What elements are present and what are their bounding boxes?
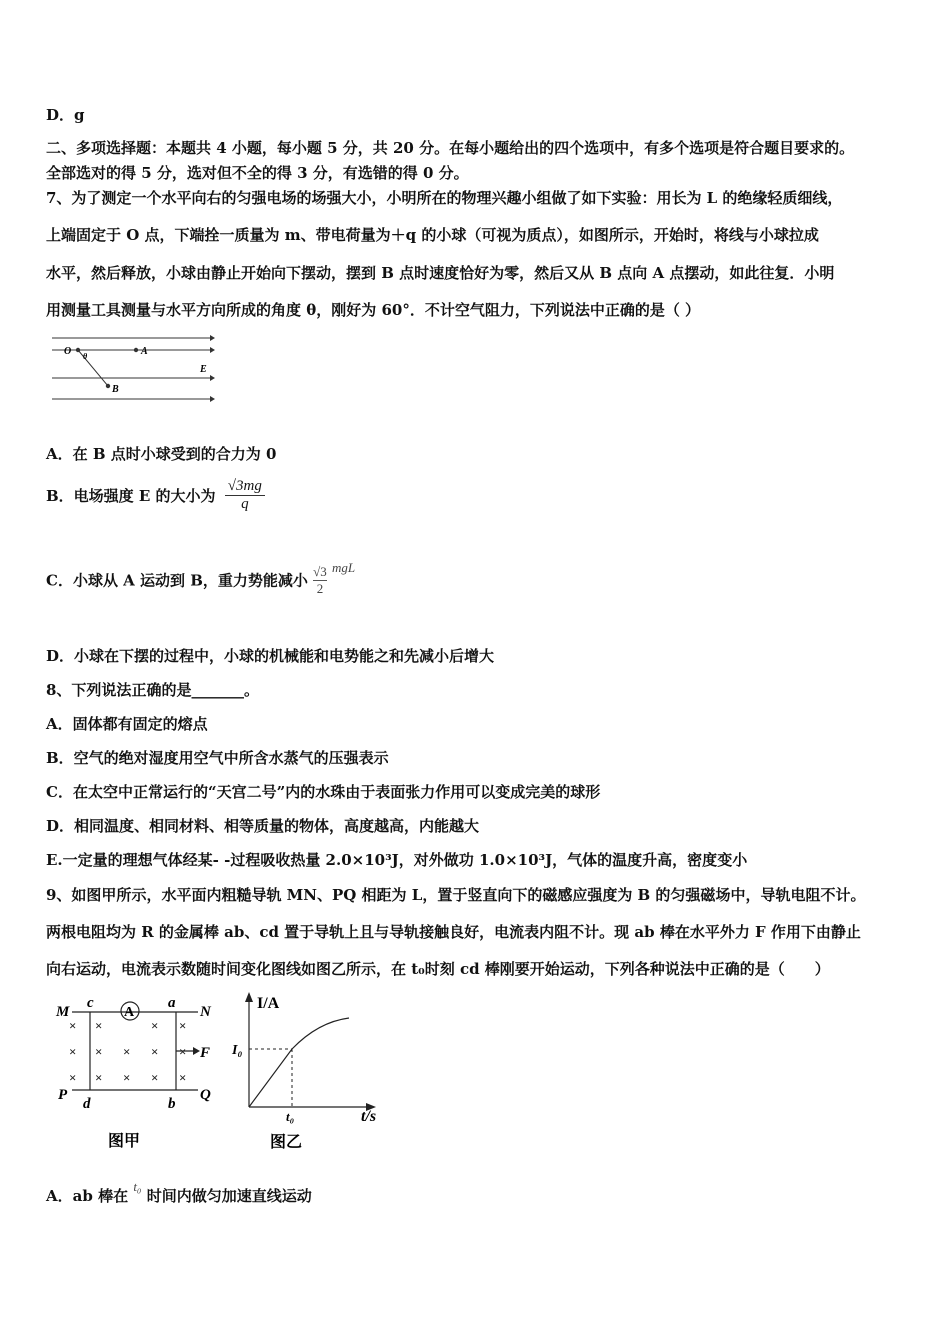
q7-label-a: A bbox=[141, 346, 148, 357]
q9-y-tick: I₀ bbox=[232, 1043, 243, 1058]
q9-label-p: P bbox=[58, 1087, 68, 1103]
q9-y-axis-label: I/A bbox=[257, 995, 280, 1012]
q7-label-theta: θ bbox=[83, 352, 88, 361]
ammeter-icon: A bbox=[124, 1005, 135, 1020]
q7-figure bbox=[50, 332, 215, 406]
cross-mark: × bbox=[179, 1044, 187, 1059]
cross-mark: × bbox=[95, 1070, 103, 1085]
section2-heading-line2: 全部选对的得 5 分，选对但不全的得 3 分，有选错的得 0 分。 bbox=[46, 164, 469, 182]
q7-stem-line1: 7、为了测定一个水平向右的匀强电场的场强大小，小明所在的物理兴趣小组做了如下实验：用长为 L 的绝缘轻质细线， bbox=[46, 189, 843, 207]
q9-label-q: Q bbox=[200, 1087, 211, 1103]
cross-mark: × bbox=[123, 1070, 131, 1085]
q7-option-c-row bbox=[46, 560, 355, 597]
q7-option-c: C．小球从 A 运动到 B，重力势能减小 bbox=[46, 571, 308, 590]
q9-figure-a-caption: 图甲 bbox=[108, 1133, 141, 1150]
q7-label-o: O bbox=[64, 346, 72, 357]
q9-label-n: N bbox=[200, 1004, 211, 1020]
cross-mark: × bbox=[179, 1018, 187, 1033]
q7-label-b: B bbox=[112, 384, 119, 395]
q7-stem-line3: 水平，然后释放，小球由静止开始向下摆动，摆到 B 点时速度恰好为零，然后又从 B 点向 A 点摆动，如此往复．小明 bbox=[46, 264, 835, 282]
q9-option-a-pre: A．ab 棒在 bbox=[46, 1187, 129, 1205]
q9-option-a-post: 时间内做匀加速直线运动 bbox=[146, 1187, 312, 1205]
q9-figure-a bbox=[50, 990, 225, 1155]
q9-stem-line1: 9、如图甲所示，水平面内粗糙导轨 MN、PQ 相距为 L，置于竖直向下的磁感应强度为 B 的匀强磁场中，导轨电阻不计。 bbox=[46, 886, 866, 904]
q9-option-a-t: t₀ bbox=[133, 1179, 142, 1194]
cross-mark: × bbox=[151, 1018, 159, 1033]
cross-mark: × bbox=[95, 1044, 103, 1059]
cross-mark: × bbox=[69, 1018, 77, 1033]
q9-label-m: M bbox=[56, 1004, 70, 1020]
cross-mark: × bbox=[95, 1018, 103, 1033]
q7-option-a: A．在 B 点时小球受到的合力为 0 bbox=[46, 445, 277, 463]
q9-option-a-row bbox=[46, 1179, 312, 1206]
q7-option-d: D．小球在下摆的过程中，小球的机械能和电势能之和先减小后增大 bbox=[46, 647, 495, 665]
q9-label-a: a bbox=[168, 995, 176, 1011]
q9-label-b: b bbox=[168, 1096, 176, 1112]
cross-mark: × bbox=[179, 1070, 187, 1085]
magnetic-field-crosses bbox=[69, 1018, 186, 1085]
cross-mark: × bbox=[151, 1044, 159, 1059]
q7-option-c-tail: mgL bbox=[332, 560, 356, 575]
q9-stem-line3: 向右运动，电流表示数随时间变化图线如图乙所示，在 t₀时刻 cd 棒刚要开始运动，下列各种说法中正确的是（ ） bbox=[46, 960, 830, 978]
q7-option-c-fraction bbox=[313, 564, 327, 597]
section2-heading-line1: 二、多项选择题：本题共 4 小题，每小题 5 分，共 20 分。在每小题给出的四个选项中，有多个选项是符合题目要求的。 bbox=[46, 139, 855, 157]
q9-label-d: d bbox=[83, 1096, 91, 1112]
q8-option-c: C．在太空中正常运行的“天宫二号”内的水珠由于表面张力作用可以变成完美的球形 bbox=[46, 783, 601, 801]
q8-option-e: E.一定量的理想气体经某- -过程吸收热量 2.0×10³J，对外做功 1.0×10³J，气体的温度升高，密度变小 bbox=[46, 851, 748, 869]
q7-option-b-numerator: √3mg bbox=[225, 478, 265, 496]
q7-option-b-denominator: q bbox=[241, 496, 249, 512]
q9-x-axis-label: t/s bbox=[361, 1108, 377, 1125]
q7-option-b-row bbox=[46, 478, 265, 513]
cross-mark: × bbox=[69, 1044, 77, 1059]
q7-option-b: B．电场强度 E 的大小为 bbox=[46, 487, 216, 505]
cross-mark: × bbox=[151, 1070, 159, 1085]
q7-option-c-numerator: √3 bbox=[313, 563, 327, 579]
q9-stem-line2: 两根电阻均为 R 的金属棒 ab、cd 置于导轨上且与导轨接触良好，电流表内阻不计。现 ab 棒在水平外力 F 作用下由静止 bbox=[46, 923, 861, 941]
q9-figure-b bbox=[228, 988, 388, 1158]
q9-label-f: F bbox=[200, 1045, 211, 1061]
q9-x-tick: t₀ bbox=[286, 1109, 295, 1124]
q9-label-c: c bbox=[87, 995, 94, 1011]
q7-label-e: E bbox=[200, 364, 207, 375]
q7-option-c-denominator: 2 bbox=[316, 580, 324, 596]
q9-figure-b-caption: 图乙 bbox=[270, 1134, 303, 1151]
q7-option-b-fraction bbox=[225, 478, 265, 513]
q8-option-d: D．相同温度、相同材料、相等质量的物体，高度越高，内能越大 bbox=[46, 817, 480, 835]
q6-option-d: D．g bbox=[46, 106, 85, 124]
q8-option-b: B．空气的绝对湿度用空气中所含水蒸气的压强表示 bbox=[46, 749, 389, 767]
cross-mark: × bbox=[123, 1044, 131, 1059]
q7-stem-line2: 上端固定于 O 点，下端拴一质量为 m、带电荷量为＋q 的小球（可视为质点），如图所示，开始时，将线与小球拉成 bbox=[46, 226, 819, 244]
cross-mark: × bbox=[69, 1070, 77, 1085]
q8-stem: 8、下列说法正确的是_______。 bbox=[46, 681, 259, 699]
q7-stem-line4: 用测量工具测量与水平方向所成的角度 θ，刚好为 60°．不计空气阻力，下列说法中正确的是（ ） bbox=[46, 301, 701, 319]
q8-option-a: A．固体都有固定的熔点 bbox=[46, 715, 208, 733]
